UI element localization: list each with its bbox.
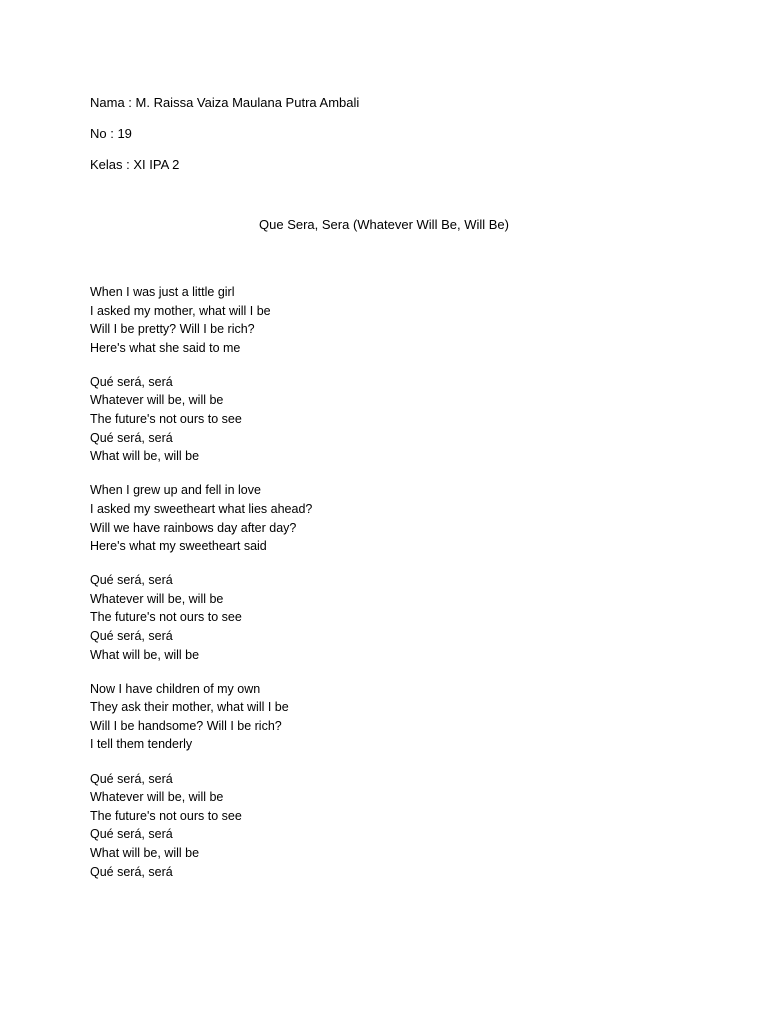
student-name: Nama : M. Raissa Vaiza Maulana Putra Ambali — [90, 95, 360, 110]
song-lyrics — [90, 283, 690, 897]
student-class: Kelas : XI IPA 2 — [90, 157, 180, 172]
lyric-line: Now I have children of my own — [90, 681, 261, 696]
stanza — [90, 770, 690, 882]
lyric-line: I tell them tenderly — [90, 737, 193, 752]
lyric-line: Here's what my sweetheart said — [90, 539, 267, 554]
lyric-line: Will I be pretty? Will I be rich? — [90, 322, 255, 337]
lyric-line: They ask their mother, what will I be — [90, 700, 289, 715]
lyric-line: Qué será, será — [90, 864, 173, 879]
lyric-line: Whatever will be, will be — [90, 393, 224, 408]
stanza — [90, 283, 690, 357]
lyric-line: Qué será, será — [90, 771, 173, 786]
student-number: No : 19 — [90, 126, 132, 141]
lyric-line: Whatever will be, will be — [90, 790, 224, 805]
lyric-line: Qué será, será — [90, 374, 173, 389]
lyric-line: When I was just a little girl — [90, 285, 235, 299]
lyric-line: What will be, will be — [90, 449, 200, 464]
lyric-line: When I grew up and fell in love — [90, 483, 261, 498]
lyric-line: Qué será, será — [90, 573, 173, 588]
lyric-line: Qué será, será — [90, 430, 173, 445]
lyric-line: Will we have rainbows day after day? — [90, 520, 297, 535]
lyric-line: The future's not ours to see — [90, 808, 242, 823]
stanza — [90, 373, 690, 466]
lyric-line: Qué será, será — [90, 629, 173, 643]
lyric-line: What will be, will be — [90, 647, 200, 662]
stanza — [90, 680, 690, 754]
lyric-line: Will I be handsome? Will I be rich? — [90, 718, 282, 733]
lyric-line: The future's not ours to see — [90, 610, 242, 625]
lyric-line: What will be, will be — [90, 845, 200, 860]
lyric-line: Whatever will be, will be — [90, 591, 224, 606]
lyric-line: I asked my mother, what will I be — [90, 303, 271, 318]
lyric-line: The future's not ours to see — [90, 412, 242, 427]
lyric-line: I asked my sweetheart what lies ahead? — [90, 501, 313, 516]
song-title: Que Sera, Sera (Whatever Will Be, Will Be) — [259, 217, 509, 232]
lyric-line: Qué será, será — [90, 827, 173, 842]
lyric-line: Here's what she said to me — [90, 340, 241, 355]
stanza — [90, 571, 690, 664]
stanza — [90, 481, 690, 555]
